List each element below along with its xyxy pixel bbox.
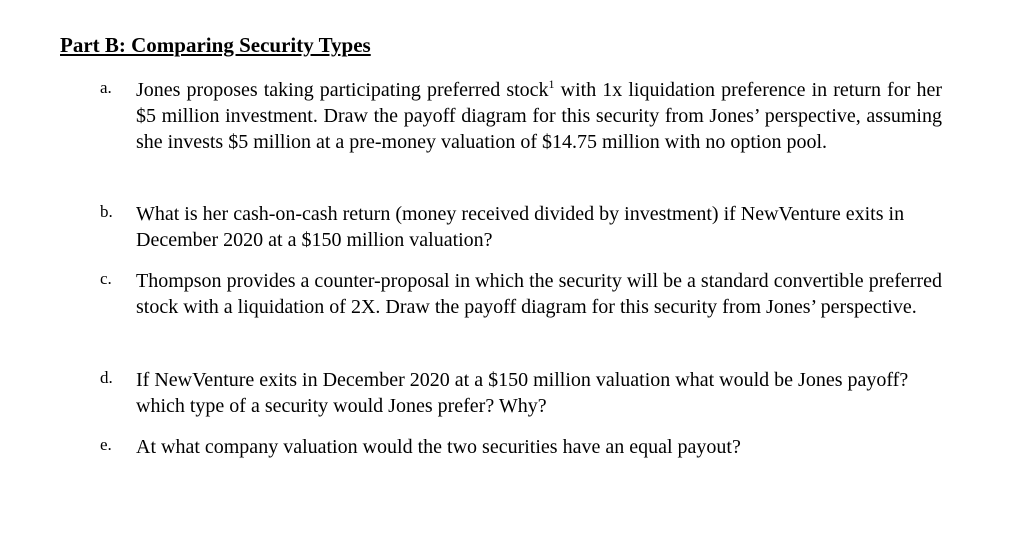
question-text-rest: with 1x liquidation preference in return for her $5 million investment. Draw the payoff diagram for this security from Jones’ perspective, assuming she invests $5 million at a pre-money valuation of $14.75 million with no option pool. bbox=[136, 79, 942, 153]
question-text: At what company valuation would the two securities have an equal payout? bbox=[136, 436, 741, 458]
question-text bbox=[136, 77, 942, 155]
item-marker: c. bbox=[100, 269, 112, 288]
question-text: Thompson provides a counter-proposal in which the security will be a standard convertible preferred stock with a liquidation of 2X. Draw the payoff diagram for this security from Jones’ perspective. bbox=[136, 270, 942, 318]
question-text: If NewVenture exits in December 2020 at a $150 million valuation what would be Jones payoff? which type of a security would Jones prefer? Why? bbox=[136, 369, 909, 417]
question-text-start: Jones proposes taking participating preferred stock bbox=[136, 79, 549, 101]
section-heading: Part B: Comparing Security Types bbox=[60, 33, 371, 57]
question-text: What is her cash-on-cash return (money received divided by investment) if NewVenture exits in December 2020 at a $150 million valuation? bbox=[136, 203, 905, 251]
item-marker: a. bbox=[100, 78, 112, 97]
item-marker: e. bbox=[100, 435, 112, 454]
item-marker: d. bbox=[100, 368, 113, 387]
item-marker: b. bbox=[100, 202, 113, 221]
footnote-marker: 1 bbox=[548, 77, 555, 91]
